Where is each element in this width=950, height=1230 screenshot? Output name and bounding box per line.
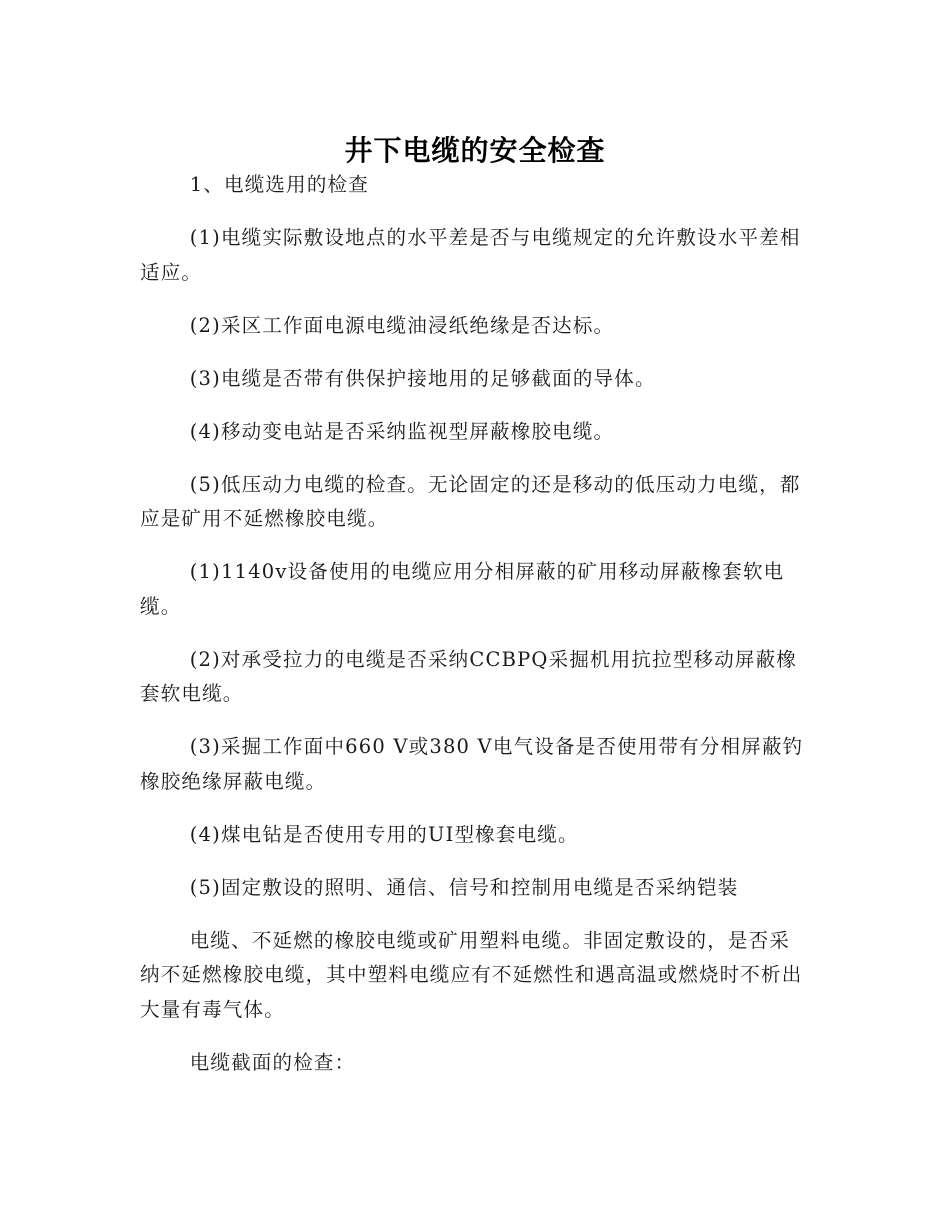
paragraph-section-1-heading: 1、电缆选用的检查 xyxy=(189,173,369,196)
paragraph-item: (1)1140v设备使用的电缆应用分相屏蔽的矿用移动屏蔽橡套软电缆。 xyxy=(140,560,785,618)
paragraph-item: (3)电缆是否带有供保护接地用的足够截面的导体。 xyxy=(189,366,656,390)
paragraph-item: (5)固定敷设的照明、通信、信号和控制用电缆是否采纳铠装 xyxy=(189,875,739,899)
paragraph-item: (5)低压动力电缆的检查。无论固定的还是移动的低压动力电缆，都应是矿用不延燃橡胶电缆。 xyxy=(140,472,801,530)
paragraph-item: (2)采区工作面电源电缆油浸纸绝缘是否达标。 xyxy=(189,313,615,337)
paragraph-item: (4)煤电钻是否使用专用的UI型橡套电缆。 xyxy=(189,822,579,846)
document-body xyxy=(140,168,805,1099)
paragraph-item: (1)电缆实际敷设地点的水平差是否与电缆规定的允许敷设水平差相适应。 xyxy=(140,226,801,284)
paragraph-item: (3)采掘工作面中660 V或380 V电气设备是否使用带有分相屏蔽钓橡胶绝缘屏蔽电缆。 xyxy=(140,735,804,793)
document-title: 井下电缆的安全检查 xyxy=(344,133,606,167)
paragraph-subheading: 电缆截面的检查： xyxy=(189,1050,356,1074)
paragraph-item: (4)移动变电站是否采纳监视型屏蔽橡胶电缆。 xyxy=(189,419,615,443)
paragraph-item: (2)对承受拉力的电缆是否采纳CCBPQ采掘机用抗拉型移动屏蔽橡套软电缆。 xyxy=(140,647,798,705)
paragraph-item: 电缆、不延燃的橡胶电缆或矿用塑料电缆。非固定敷设的，是否采纳不延燃橡胶电缆，其中塑料电缆应有不延燃性和遇高温或燃烧时不析出大量有毒气体。 xyxy=(140,928,803,1021)
